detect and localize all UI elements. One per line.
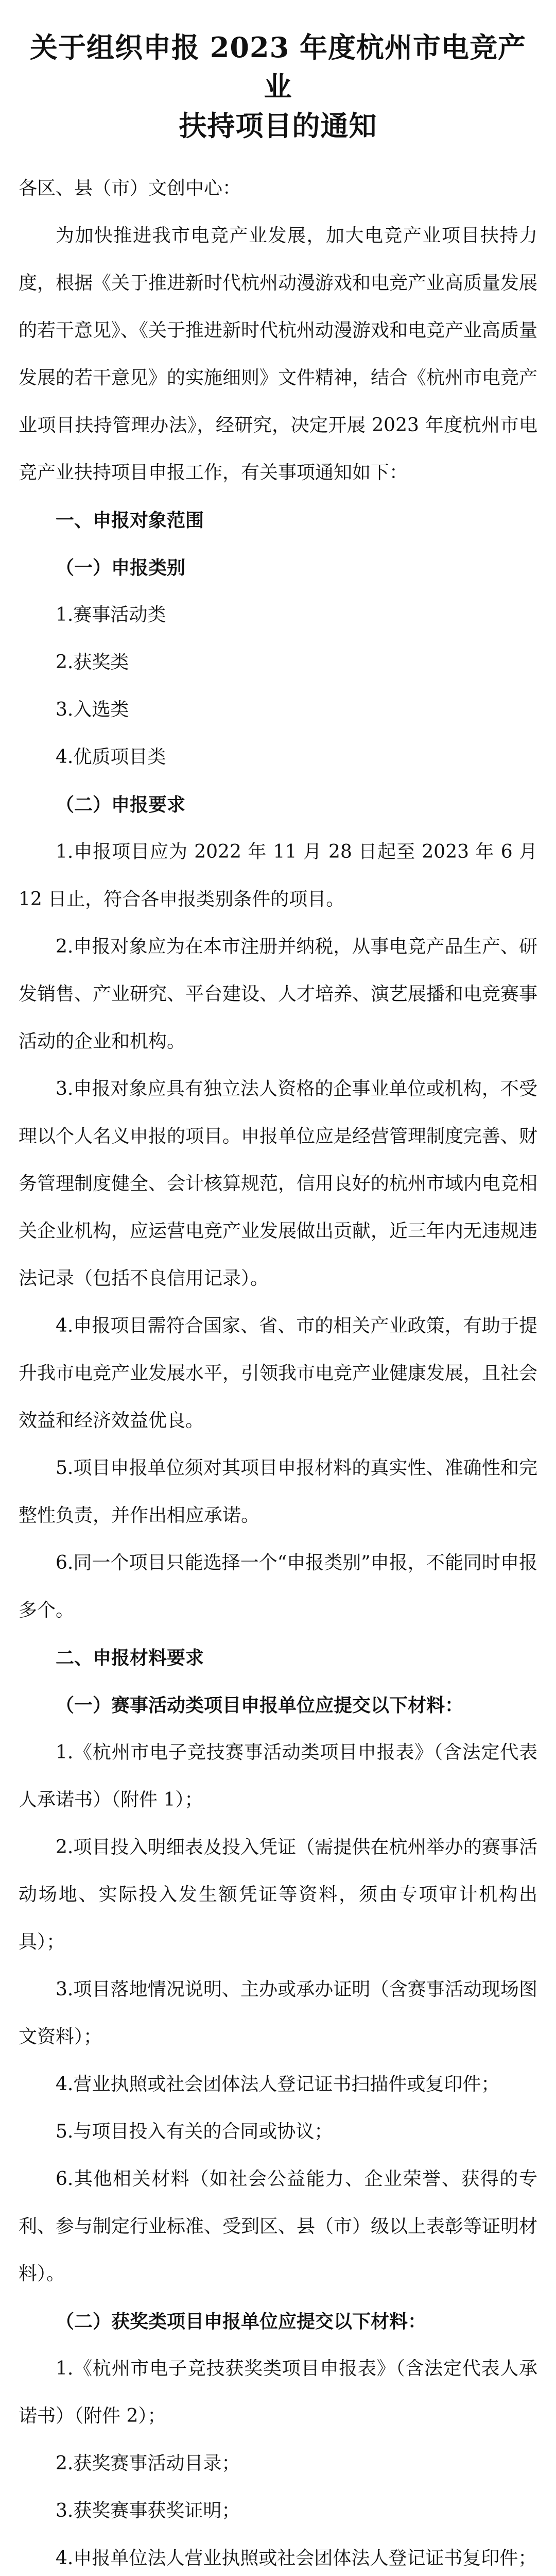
material-item: 2.项目投入明细表及投入凭证（需提供在杭州举办的赛事活动场地、实际投入发生额凭证等资料，须由专项审计机构出具）； [19, 1837, 537, 1953]
material-item: 1.《杭州市电子竞技获奖类项目申报表》（含法定代表人承诺书）（附件 2）； [19, 2358, 537, 2427]
material-item: 1.《杭州市电子竞技赛事活动类项目申报表》（含法定代表人承诺书）（附件 1）； [19, 1742, 537, 1810]
section-1-sub-1-heading: （一）申报类别 [56, 557, 186, 579]
section-2-heading: 二、申报材料要求 [56, 1647, 204, 1669]
material-item: 3.获奖赛事获奖证明； [56, 2500, 240, 2521]
category-item: 1.赛事活动类 [56, 604, 166, 625]
material-item: 4.营业执照或社会团体法人登记证书扫描件或复印件； [56, 2074, 500, 2095]
title-line-1: 关于组织申报 2023 年度杭州市电竞产业 [30, 31, 526, 103]
material-item: 2.获奖赛事活动目录； [56, 2453, 240, 2474]
category-item: 2.获奖类 [56, 652, 129, 673]
category-item: 4.优质项目类 [56, 747, 166, 768]
section-2-b-heading: （二）获奖类项目申报单位应提交以下材料： [56, 2311, 427, 2332]
category-item: 3.入选类 [56, 699, 129, 720]
requirement-item: 5.项目申报单位须对其项目申报材料的真实性、准确性和完整性负责，并作出相应承诺。 [19, 1458, 537, 1526]
section-2-a-heading: （一）赛事活动类项目申报单位应提交以下材料： [56, 1694, 464, 1716]
material-item: 4.申报单位法人营业执照或社会团体法人登记证书复印件； [56, 2548, 537, 2569]
section-1-sub-2-heading: （二）申报要求 [56, 794, 186, 816]
material-item: 5.与项目投入有关的合同或协议； [56, 2121, 333, 2142]
document-title [19, 28, 537, 145]
material-item: 6.其他相关材料（如社会公益能力、企业荣誉、获得的专利、参与制定行业标准、受到区、县（市）级以上表彰等证明材料）。 [19, 2168, 538, 2284]
section-1-heading: 一、申报对象范围 [56, 510, 204, 531]
material-item: 3.项目落地情况说明、主办或承办证明（含赛事活动现场图文资料）； [19, 1979, 537, 2047]
requirement-item: 6.同一个项目只能选择一个“申报类别”申报，不能同时申报多个。 [19, 1552, 537, 1621]
title-line-2: 扶持项目的通知 [179, 109, 377, 142]
salutation: 各区、县（市）文创中心： [19, 178, 241, 199]
requirement-item: 3.申报对象应具有独立法人资格的企事业单位或机构，不受理以个人名义申报的项目。申报单位应是经营管理制度完善、财务管理制度健全、会计核算规范，信用良好的杭州市域内电竞相关企业机构，应运营电竞产业发展做出贡献，近三年内无违规违法记录（包括不良信用记录）。 [19, 1078, 538, 1289]
requirement-item: 4.申报项目需符合国家、省、市的相关产业政策，有助于提升我市电竞产业发展水平，引领我市电竞产业健康发展，且社会效益和经济效益优良。 [19, 1315, 538, 1431]
requirement-item: 2.申报对象应为在本市注册并纳税，从事电竞产品生产、研发销售、产业研究、平台建设、人才培养、演艺展播和电竞赛事活动的企业和机构。 [19, 936, 538, 1052]
intro-paragraph: 为加快推进我市电竞产业发展，加大电竞产业项目扶持力度，根据《关于推进新时代杭州动漫游戏和电竞产业高质量发展的若干意见》、《关于推进新时代杭州动漫游戏和电竞产业高质量发展的若干意见》的实施细则》文件精神，结合《杭州市电竞产业项目扶持管理办法》，经研究，决定开展 2023 年度杭州市电竞产业扶持项目申报工作，有关事项通知如下： [19, 225, 538, 483]
requirement-item: 1.申报项目应为 2022 年 11 月 28 日起至 2023 年 6 月 12 日止，符合各申报类别条件的项目。 [19, 841, 537, 910]
